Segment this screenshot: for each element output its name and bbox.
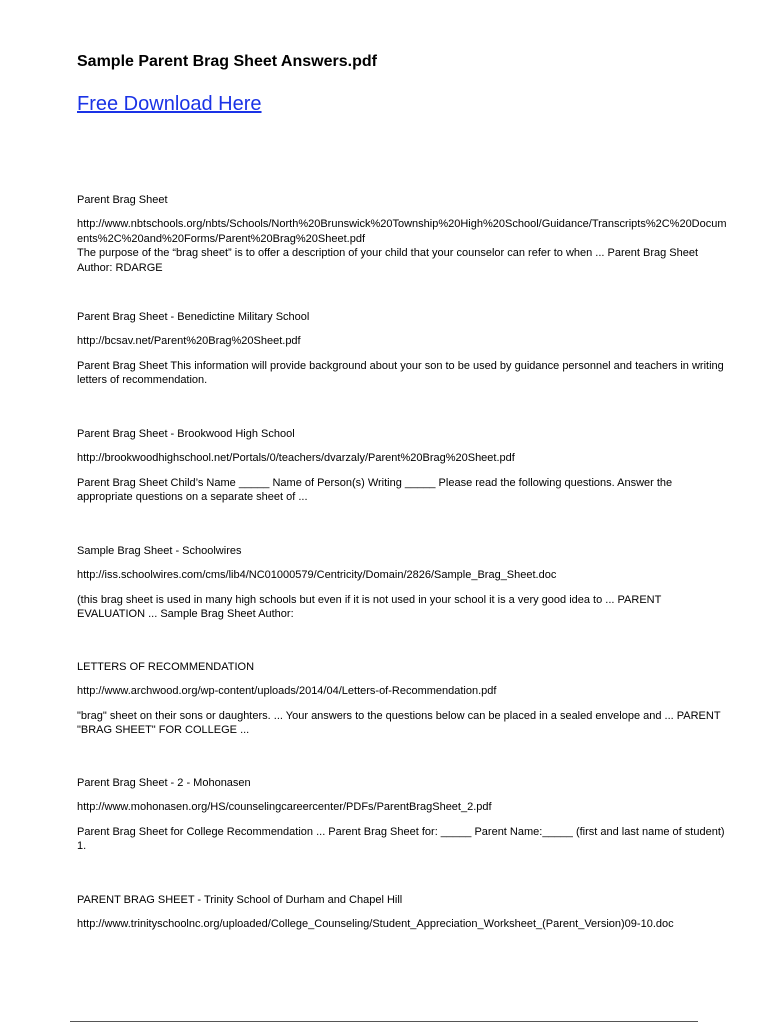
- entry-url[interactable]: http://brookwoodhighschool.net/Portals/0/teachers/dvarzaly/Parent%20Brag%20Sheet.pdf: [77, 452, 515, 464]
- entry-title: Parent Brag Sheet: [77, 194, 168, 206]
- entry-description: The purpose of the “brag sheet” is to offer a description of your child that your counselor can refer to when ... Parent Brag Sheet Author: RDARGE: [77, 247, 699, 274]
- list-item: [77, 776, 727, 893]
- list-item: [77, 310, 727, 427]
- list-item: [77, 193, 727, 310]
- free-download-link[interactable]: Free Download Here: [77, 93, 262, 115]
- list-item: [77, 893, 727, 953]
- document-title: Sample Parent Brag Sheet Answers.pdf: [77, 53, 377, 70]
- entry-description: Parent Brag Sheet for College Recommendation ... Parent Brag Sheet for: _____ Parent Name:_____ (first and last name of student) 1.: [77, 825, 725, 852]
- entry-title: Sample Brag Sheet - Schoolwires: [77, 545, 242, 557]
- entry-title: PARENT BRAG SHEET - Trinity School of Durham and Chapel Hill: [77, 894, 403, 906]
- entry-url[interactable]: http://www.archwood.org/wp-content/uploads/2014/04/Letters-of-Recommendation.pdf: [77, 685, 497, 697]
- entry-url[interactable]: http://www.mohonasen.org/HS/counselingcareercenter/PDFs/ParentBragSheet_2.pdf: [77, 801, 492, 813]
- list-item: [77, 544, 727, 660]
- entry-url[interactable]: http://bcsav.net/Parent%20Brag%20Sheet.pdf: [77, 335, 301, 347]
- entry-description: Parent Brag Sheet Child’s Name _____ Name of Person(s) Writing _____ Please read the following questions. Answer the appropriate questions on a separate sheet of ...: [77, 476, 673, 503]
- entry-url[interactable]: http://www.nbtschools.org/nbts/Schools/North%20Brunswick%20Township%20High%20School/Guidance/Transcripts%2C%20Documents%2C%20and%20Forms/Parent%20Brag%20Sheet.pdf: [77, 218, 727, 245]
- list-item: [77, 660, 727, 776]
- entry-title: Parent Brag Sheet - Brookwood High School: [77, 428, 295, 440]
- entry-title: LETTERS OF RECOMMENDATION: [77, 661, 255, 673]
- entry-url[interactable]: http://iss.schoolwires.com/cms/lib4/NC01000579/Centricity/Domain/2826/Sample_Brag_Sheet.doc: [77, 569, 557, 581]
- search-result-list: [77, 193, 727, 953]
- entry-description: Parent Brag Sheet This information will provide background about your son to be used by guidance personnel and teachers in writing letters of recommendation.: [77, 359, 724, 386]
- list-item: [77, 427, 727, 544]
- entry-description: (this brag sheet is used in many high schools but even if it is not used in your school it is a very good idea to ... PARENT EVALUATION ... Sample Brag Sheet Author:: [77, 593, 662, 620]
- entry-url[interactable]: http://www.trinityschoolnc.org/uploaded/College_Counseling/Student_Appreciation_Worksheet_(Parent_Version)09-10.doc: [77, 918, 674, 930]
- entry-title: Parent Brag Sheet - 2 - Mohonasen: [77, 777, 251, 789]
- entry-description: "brag" sheet on their sons or daughters. ... Your answers to the questions below can be placed in a sealed envelope and ... PARENT "BRAG SHEET" FOR COLLEGE ...: [77, 709, 721, 736]
- footer-divider: [70, 1021, 698, 1022]
- entry-title: Parent Brag Sheet - Benedictine Military School: [77, 311, 310, 323]
